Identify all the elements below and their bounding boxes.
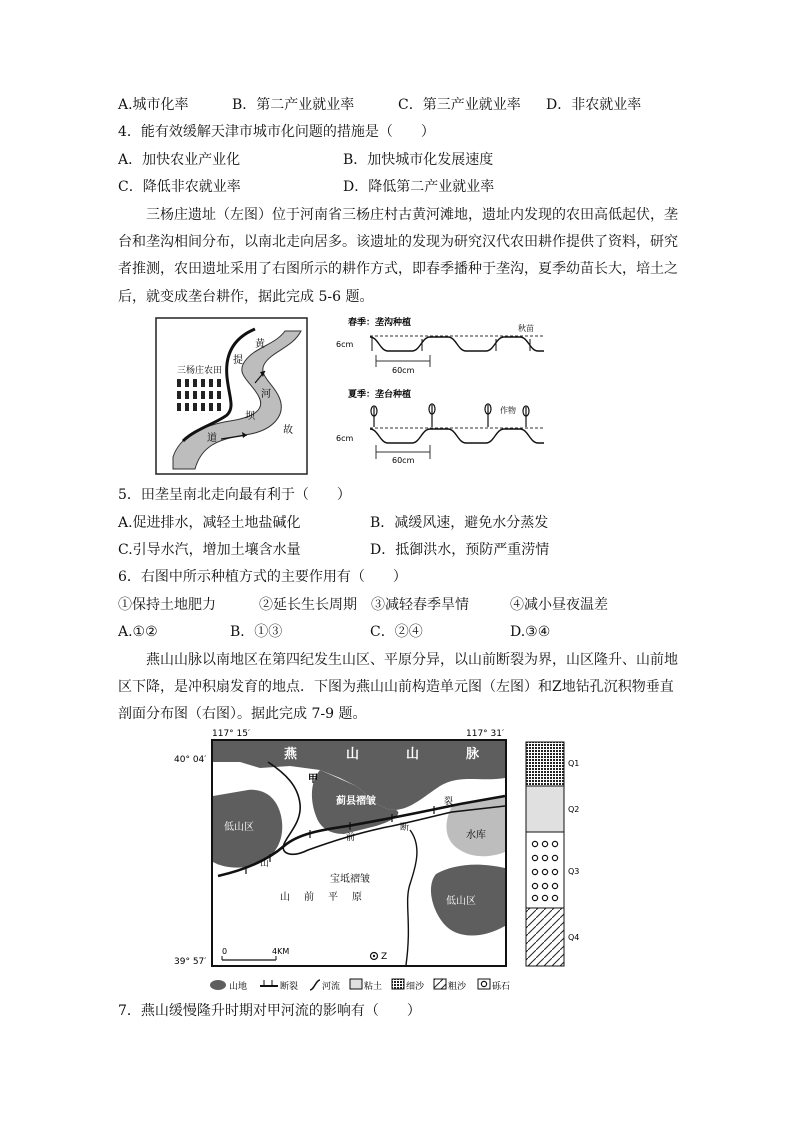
river-char-1: 黄 [255, 339, 265, 350]
passage2-line-3: 剖面分布图（右图）。据此完成 7-9 题。 [118, 706, 367, 722]
jixian-fold-label: 蓟县褶皱 [336, 796, 376, 807]
passage1-line-1: 三杨庄遗址（左图）位于河南省三杨庄村古黄河滩地，遗址内发现的农田高低起伏，垄 [146, 207, 678, 223]
passage2-line-1: 燕山山脉以南地区在第四纪发生山区、平原分异，以山前断裂为界，山区隆升、山前地 [146, 652, 678, 668]
q4-option-b: B．加快城市化发展速度 [343, 152, 494, 168]
fault-char-2: 前 [346, 833, 356, 843]
passage2-line-2: 区下降，是冲积扇发育的地点．下图为燕山山前构造单元图（左图）和Z地钻孔沉积物垂直 [118, 679, 674, 695]
range-char-3: 山 [406, 747, 420, 762]
legend-clay: 粘土 [364, 982, 383, 992]
plain-char-2: 前 [304, 892, 314, 903]
q3-option-c: C．第三产业就业率 [398, 97, 521, 113]
q5-option-a: A.促进排水，减轻土地盐碱化 [118, 515, 301, 531]
range-char-2: 山 [346, 747, 360, 762]
lat-bottom-label: 39° 57′ [174, 957, 207, 967]
lon-left-label: 117° 15′ [212, 729, 251, 739]
q5-option-c: C.引导水汽，增加土壤含水量 [118, 542, 301, 558]
sanyangzhuang-map [155, 317, 308, 475]
legend-coarse-sand: 粗沙 [448, 982, 467, 992]
dike-char-2: 坝 [245, 411, 255, 422]
q5-stem: 5．田垄呈南北走向最有利于（ ） [118, 487, 351, 503]
layer-q1: Q1 [568, 759, 580, 768]
river-jia-label: 甲 [308, 774, 318, 785]
summer-width-label: 60cm [392, 456, 415, 465]
spring-width-label: 60cm [392, 366, 415, 375]
q5-option-b: B．减缓风速，避免水分蒸发 [370, 515, 549, 531]
range-char-4: 脉 [466, 747, 480, 762]
seedling-label: 秋苗 [518, 324, 534, 333]
q6-option-c: C．②④ [370, 624, 423, 640]
z-label: Z [381, 952, 388, 962]
summer-title: 夏季：垄台种植 [348, 390, 412, 400]
legend-gravel: 砾石 [492, 982, 511, 992]
fault-char-4: 裂 [444, 797, 454, 807]
borehole-column [526, 742, 579, 966]
dike-char-1: 提 [233, 355, 243, 366]
q6-statement-4: ④减小昼夜温差 [510, 597, 608, 613]
q6-option-b: B．①③ [230, 624, 283, 640]
river-char-2: 河 [261, 389, 271, 400]
fault-char-3: 断 [400, 823, 410, 833]
q6-option-a: A.①② [118, 624, 158, 640]
map-legend [210, 979, 510, 992]
q3-option-b: B．第二产业就业率 [232, 97, 355, 113]
q3-option-d: D．非农就业率 [546, 97, 642, 113]
fault-char-1: 山 [260, 859, 270, 869]
q6-statement-2: ②延长生长周期 [259, 597, 357, 613]
q6-option-d: D.③④ [510, 624, 551, 640]
crop-label: 作物 [500, 406, 516, 415]
yanshan-tectonic-figure [160, 726, 580, 998]
reservoir-label: 水库 [466, 830, 486, 841]
plain-char-3: 平 [328, 892, 338, 903]
scale-label: 4KM [272, 947, 290, 956]
passage1-line-4: 后，就变成垄台耕作，据此完成 5-6 题。 [118, 289, 374, 305]
q6-stem: 6．右图中所示种植方式的主要作用有（ ） [118, 569, 407, 585]
range-char-1: 燕 [284, 747, 298, 762]
lon-right-label: 117° 31′ [466, 729, 505, 739]
summer-height-label: 6cm [336, 434, 354, 443]
baodi-fold-label: 宝坻褶皱 [330, 874, 370, 885]
passage1-line-2: 台和垄沟相间分布，以南北走向居多。该遗址的发现为研究汉代农田耕作提供了资料，研究 [118, 234, 678, 250]
low-mountain-right-label: 低山区 [446, 896, 476, 907]
legend-river: 河流 [322, 982, 341, 992]
river-char-3: 故 [283, 425, 293, 436]
q4-stem: 4．能有效缓解天津市城市化问题的措施是（ ） [118, 124, 435, 140]
spring-height-label: 6cm [336, 340, 354, 349]
spring-title: 春季：垄沟种植 [348, 318, 412, 328]
q4-option-c: C．降低非农就业率 [118, 179, 241, 195]
layer-q4: Q4 [568, 933, 580, 942]
q6-statement-3: ③减轻春季旱情 [371, 597, 469, 613]
plain-char-1: 山 [280, 892, 290, 903]
plain-char-4: 原 [352, 892, 362, 903]
q5-option-d: D．抵御洪水，预防严重涝情 [370, 542, 550, 558]
q3-option-a: A.城市化率 [118, 97, 189, 113]
legend-fine-sand: 细沙 [406, 982, 425, 992]
farm-label: 三杨庄农田 [177, 366, 223, 376]
scale-zero: 0 [222, 947, 228, 956]
river-char-4: 道 [207, 433, 217, 444]
layer-q3: Q3 [568, 867, 580, 876]
ridge-furrow-diagram [330, 315, 550, 465]
low-mountain-left-label: 低山区 [224, 822, 254, 833]
q7-stem: 7．燕山缓慢隆升时期对甲河流的影响有（ ） [118, 1003, 421, 1019]
q4-option-a: A．加快农业产业化 [118, 152, 241, 168]
q6-statement-1: ①保持土地肥力 [118, 597, 216, 613]
layer-q2: Q2 [568, 805, 580, 814]
legend-mountain: 山地 [229, 982, 248, 992]
legend-fault: 断裂 [280, 982, 299, 992]
q4-option-d: D．降低第二产业就业率 [343, 179, 495, 195]
passage1-line-3: 者推测，农田遗址采用了右图所示的耕作方式，即春季播种于垄沟，夏季幼苗长大，培土之 [118, 261, 678, 277]
lat-top-label: 40° 04′ [174, 755, 207, 765]
